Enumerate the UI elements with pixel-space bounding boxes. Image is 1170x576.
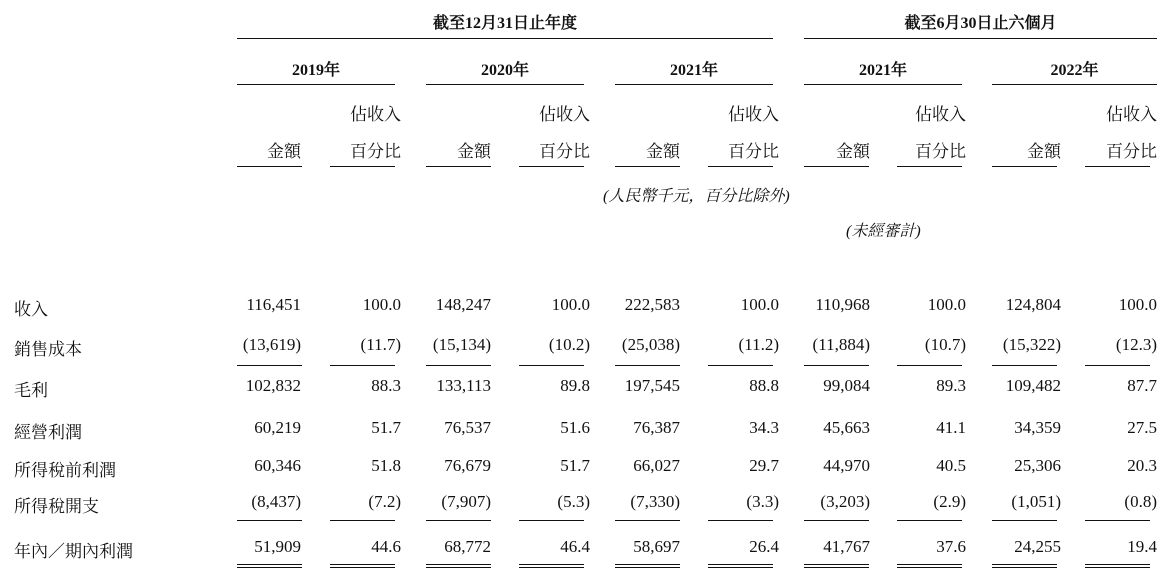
percent-cell: 88.3 xyxy=(371,376,401,395)
percent-cell: (11.2) xyxy=(738,335,779,354)
amount-cell: 124,804 xyxy=(1005,295,1061,314)
amount-column-header: 金額 xyxy=(1027,142,1061,161)
column-header-rule xyxy=(992,166,1057,167)
amount-cell: 66,027 xyxy=(633,456,680,475)
percent-cell: (11.7) xyxy=(360,335,401,354)
subtotal-rule xyxy=(897,520,962,521)
amount-cell: 116,451 xyxy=(246,295,301,314)
percent-cell: 87.7 xyxy=(1127,376,1157,395)
subtotal-rule xyxy=(426,520,491,521)
amount-cell: 44,970 xyxy=(823,456,870,475)
amount-cell: 60,346 xyxy=(254,456,301,475)
pct-column-header: 百分比 xyxy=(539,142,590,161)
period-header-full-year: 截至12月31日止年度 xyxy=(432,15,577,32)
percent-cell: (5.3) xyxy=(557,492,590,511)
total-double-rule xyxy=(992,564,1057,568)
percent-cell: (3.3) xyxy=(746,492,779,511)
amount-cell: 24,255 xyxy=(1014,537,1061,556)
amount-cell: (7,907) xyxy=(441,492,491,511)
amount-cell: 41,767 xyxy=(823,537,870,556)
subtotal-rule xyxy=(708,520,773,521)
percent-cell: 40.5 xyxy=(936,456,966,475)
amount-cell: 45,663 xyxy=(823,418,870,437)
year-header: 2021年 xyxy=(669,62,718,79)
percent-cell: 89.3 xyxy=(936,376,966,395)
subtotal-rule xyxy=(992,365,1057,366)
total-double-rule xyxy=(708,564,773,568)
subtotal-rule xyxy=(992,520,1057,521)
percent-cell: 44.6 xyxy=(371,537,401,556)
percent-cell: (10.2) xyxy=(548,335,590,354)
total-double-rule xyxy=(1085,564,1150,568)
pct-column-header: 佔收入 xyxy=(915,105,966,124)
percent-cell: 100.0 xyxy=(551,295,590,314)
row-label: 所得稅前利潤 xyxy=(14,461,116,480)
amount-cell: (25,038) xyxy=(621,335,680,354)
column-header-rule xyxy=(330,166,395,167)
percent-cell: (12.3) xyxy=(1115,335,1157,354)
percent-cell: 46.4 xyxy=(560,537,590,556)
year-rule xyxy=(426,84,584,85)
amount-cell: 51,909 xyxy=(254,537,301,556)
amount-cell: 148,247 xyxy=(435,295,491,314)
subtotal-rule xyxy=(519,520,584,521)
percent-cell: 26.4 xyxy=(749,537,779,556)
percent-cell: (2.9) xyxy=(933,492,966,511)
amount-cell: 109,482 xyxy=(1005,376,1061,395)
percent-cell: 34.3 xyxy=(749,418,779,437)
amount-cell: 222,583 xyxy=(624,295,680,314)
subtotal-rule xyxy=(615,520,680,521)
year-header: 2021年 xyxy=(858,62,907,79)
subtotal-rule xyxy=(708,365,773,366)
percent-cell: 41.1 xyxy=(936,418,966,437)
amount-cell: (15,322) xyxy=(1002,335,1061,354)
percent-cell: 100.0 xyxy=(927,295,966,314)
percent-cell: 88.8 xyxy=(749,376,779,395)
pct-column-header: 佔收入 xyxy=(350,105,401,124)
total-double-rule xyxy=(804,564,869,568)
pct-column-header: 佔收入 xyxy=(728,105,779,124)
period-header-rule xyxy=(804,38,1157,39)
amount-cell: 34,359 xyxy=(1014,418,1061,437)
amount-cell: 68,772 xyxy=(444,537,491,556)
amount-cell: 25,306 xyxy=(1014,456,1061,475)
year-header: 2020年 xyxy=(480,62,529,79)
subtotal-rule xyxy=(519,365,584,366)
amount-cell: 133,113 xyxy=(436,376,491,395)
column-header-rule xyxy=(1085,166,1150,167)
total-double-rule xyxy=(519,564,584,568)
amount-cell: (7,330) xyxy=(630,492,680,511)
amount-cell: (1,051) xyxy=(1011,492,1061,511)
total-double-rule xyxy=(330,564,395,568)
amount-cell: 60,219 xyxy=(254,418,301,437)
period-header-six-months: 截至6月30日止六個月 xyxy=(904,15,1057,32)
row-label: 年內／期內利潤 xyxy=(14,542,133,561)
column-header-rule xyxy=(519,166,584,167)
amount-column-header: 金額 xyxy=(836,142,870,161)
year-rule xyxy=(992,84,1157,85)
amount-column-header: 金額 xyxy=(457,142,491,161)
amount-cell: 76,537 xyxy=(444,418,491,437)
percent-cell: 100.0 xyxy=(362,295,401,314)
total-double-rule xyxy=(426,564,491,568)
percent-cell: (10.7) xyxy=(924,335,966,354)
year-header: 2019年 xyxy=(291,62,340,79)
percent-cell: 51.6 xyxy=(560,418,590,437)
year-rule xyxy=(804,84,962,85)
subtotal-rule xyxy=(1085,365,1150,366)
total-double-rule xyxy=(897,564,962,568)
total-double-rule xyxy=(615,564,680,568)
amount-column-header: 金額 xyxy=(267,142,301,161)
percent-cell: 51.8 xyxy=(371,456,401,475)
pct-column-header: 佔收入 xyxy=(539,105,590,124)
amount-cell: (11,884) xyxy=(812,335,870,354)
amount-cell: 102,832 xyxy=(245,376,301,395)
amount-cell: (3,203) xyxy=(820,492,870,511)
percent-cell: 29.7 xyxy=(749,456,779,475)
percent-cell: 100.0 xyxy=(1118,295,1157,314)
subtotal-rule xyxy=(615,365,680,366)
subtotal-rule xyxy=(897,365,962,366)
amount-cell: 58,697 xyxy=(633,537,680,556)
subtotal-rule xyxy=(804,365,869,366)
unit-note: (人民幣千元，百分比除外) xyxy=(603,188,790,205)
column-header-rule xyxy=(237,166,302,167)
subtotal-rule xyxy=(330,365,395,366)
year-header: 2022年 xyxy=(1050,62,1099,79)
total-double-rule xyxy=(237,564,302,568)
pct-column-header: 百分比 xyxy=(915,142,966,161)
percent-cell: 89.8 xyxy=(560,376,590,395)
amount-column-header: 金額 xyxy=(646,142,680,161)
percent-cell: 51.7 xyxy=(371,418,401,437)
amount-cell: (8,437) xyxy=(251,492,301,511)
row-label: 銷售成本 xyxy=(14,340,82,359)
percent-cell: 37.6 xyxy=(936,537,966,556)
amount-cell: (15,134) xyxy=(432,335,491,354)
amount-cell: 76,679 xyxy=(444,456,491,475)
amount-cell: 110,968 xyxy=(815,295,870,314)
percent-cell: 20.3 xyxy=(1127,456,1157,475)
period-header-rule xyxy=(237,38,773,39)
percent-cell: 51.7 xyxy=(560,456,590,475)
percent-cell: 100.0 xyxy=(740,295,779,314)
subtotal-rule xyxy=(237,365,302,366)
row-label: 經營利潤 xyxy=(14,423,82,442)
subtotal-rule xyxy=(237,520,302,521)
column-header-rule xyxy=(615,166,680,167)
amount-cell: 76,387 xyxy=(633,418,680,437)
year-rule xyxy=(237,84,395,85)
row-label: 所得稅開支 xyxy=(14,497,99,516)
pct-column-header: 佔收入 xyxy=(1106,105,1157,124)
pct-column-header: 百分比 xyxy=(350,142,401,161)
row-label: 收入 xyxy=(14,300,48,319)
unaudited-note: (未經審計) xyxy=(846,223,921,240)
subtotal-rule xyxy=(330,520,395,521)
percent-cell: 27.5 xyxy=(1127,418,1157,437)
column-header-rule xyxy=(804,166,869,167)
row-label: 毛利 xyxy=(14,381,48,400)
percent-cell: (7.2) xyxy=(368,492,401,511)
subtotal-rule xyxy=(426,365,491,366)
subtotal-rule xyxy=(804,520,869,521)
year-rule xyxy=(615,84,773,85)
column-header-rule xyxy=(426,166,491,167)
pct-column-header: 百分比 xyxy=(1106,142,1157,161)
column-header-rule xyxy=(708,166,773,167)
percent-cell: (0.8) xyxy=(1124,492,1157,511)
amount-cell: 197,545 xyxy=(624,376,680,395)
pct-column-header: 百分比 xyxy=(728,142,779,161)
column-header-rule xyxy=(897,166,962,167)
amount-cell: (13,619) xyxy=(242,335,301,354)
amount-cell: 99,084 xyxy=(823,376,870,395)
subtotal-rule xyxy=(1085,520,1150,521)
percent-cell: 19.4 xyxy=(1127,537,1157,556)
